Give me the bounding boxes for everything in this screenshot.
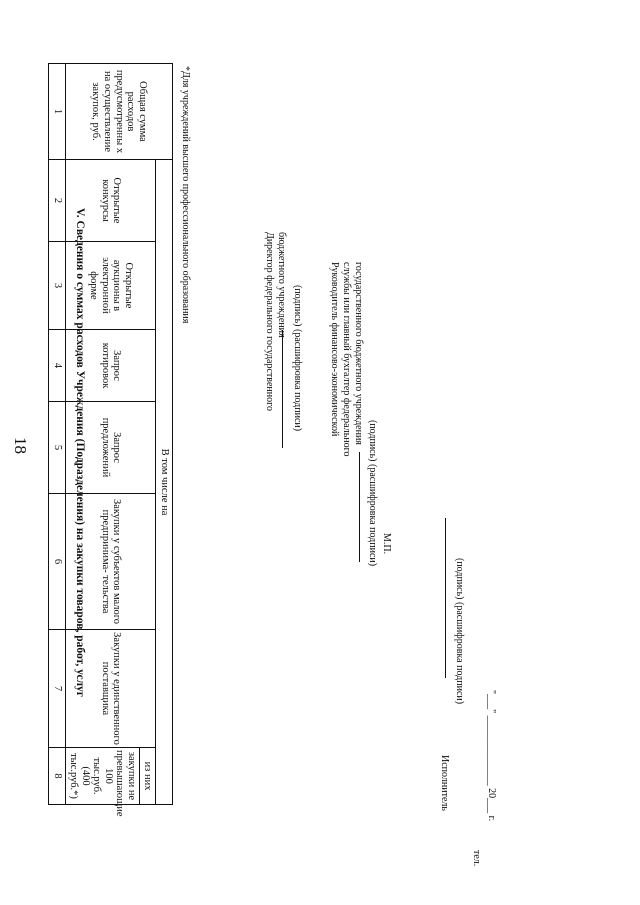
- finance-signature-line: [356, 452, 367, 562]
- finance-title-line-3: государственного бюджетного учреждения: [353, 262, 364, 445]
- director-signature-line: [279, 330, 290, 448]
- date-line: "___" ______________ 20___ г.: [486, 690, 497, 822]
- table-row: [49, 64, 66, 805]
- finance-title-line-1: Руководитель финансово-экономической: [329, 262, 340, 437]
- header-proposals: Запрос предложений: [65, 402, 156, 494]
- director-signature-caption: (подпись) (расшифровка подписи): [292, 285, 303, 432]
- header-small-business: Закупки у субъектов малого предпринима- тельства: [65, 494, 156, 630]
- finance-title-line-2: службы или главный бухгалтер федерального: [341, 262, 352, 457]
- purchases-table: [48, 63, 173, 817]
- finance-signature-caption: (подпись) (расшифровка подписи): [367, 420, 378, 567]
- column-number: 1: [49, 64, 66, 160]
- director-title-line-1: Директор федерального государственного: [264, 232, 275, 411]
- header-open-contests: Открытые конкурсы: [65, 160, 156, 242]
- executor-signature-caption: (подпись) (расшифровка подписи): [454, 558, 465, 705]
- page-number: 18: [11, 437, 30, 454]
- header-under-100k: закупки не превышающие 100 тыс.руб. (400 тыс.руб.*): [65, 748, 139, 805]
- stamp-label: М.П.: [381, 533, 392, 555]
- column-number: 4: [49, 330, 66, 402]
- phone-label: тел.: [471, 850, 482, 867]
- header-of-them: из них: [139, 748, 156, 805]
- header-single-supplier: Закупки у единственного поставщика: [65, 630, 156, 748]
- column-number: 5: [49, 402, 66, 494]
- executor-label: Исполнитель: [439, 755, 450, 811]
- header-group: В том числе на: [156, 160, 173, 805]
- header-electronic-auctions: Открытые аукционы в электронной форме: [65, 242, 156, 330]
- header-quotations: Запрос котировок: [65, 330, 156, 402]
- column-number: 3: [49, 242, 66, 330]
- column-number: 2: [49, 160, 66, 242]
- header-total: Общая сумма расходов предусмотренны х на осуществление закупок, руб.: [65, 64, 172, 160]
- column-number: 7: [49, 630, 66, 748]
- column-number: 6: [49, 494, 66, 630]
- section-title: V. Сведения о суммах расходов Учреждения (Подразделения) на закупки товаров, работ, услуг: [74, 207, 86, 698]
- footnote: *Для учреждений высшего профессионального образования: [180, 66, 191, 324]
- column-number: 8: [49, 748, 66, 805]
- executor-signature-line: [442, 518, 453, 678]
- director-title-line-2: бюджетного учреждения: [276, 232, 287, 338]
